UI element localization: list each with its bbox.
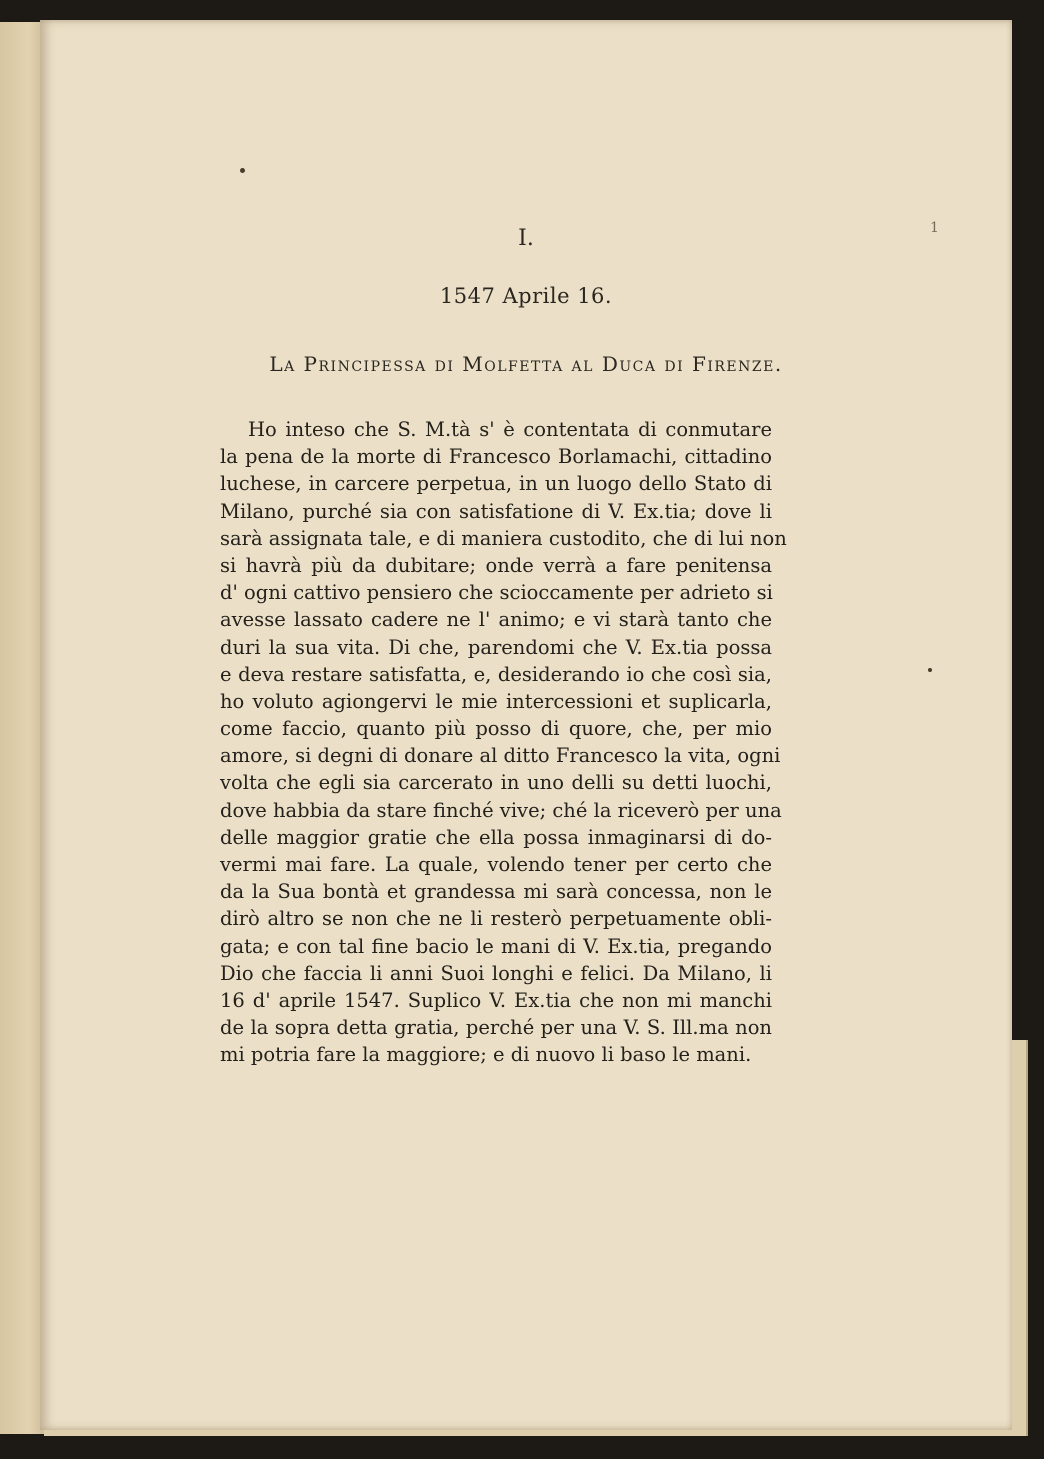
body-line: d' ogni cattivo pensiero che scioccamente per adrieto si: [220, 581, 773, 605]
body-line: dove habbia da stare finché vive; ché la riceverò per una: [220, 798, 782, 822]
book-page: [40, 20, 1012, 1430]
body-line: Ho inteso che S. M.tà s' è contentata di conmutare: [248, 418, 772, 441]
body-line: la pena de la morte di Francesco Borlamachi, cittadino: [220, 445, 772, 469]
letter-date: 1547 Aprile 16.: [439, 284, 613, 308]
body-line: avesse lassato cadere ne l' animo; e vi starà tanto che: [220, 608, 772, 632]
body-line: e deva restare satisfatta, e, desiderando io che così sia,: [220, 662, 772, 686]
body-line: de la sopra detta gratia, perché per una V. S. Ill.ma non: [220, 1016, 772, 1040]
body-line: ho voluto agiongervi le mie intercessioni et suplicarla,: [220, 689, 772, 713]
body-line: amore, si degni di donare al ditto Francesco la vita, ogni: [220, 744, 781, 768]
body-line: gata; e con tal fine bacio le mani di V. Ex.tia, pregando: [220, 934, 772, 958]
body-line: delle maggior gratie che ella possa inmaginarsi di do-: [220, 825, 772, 849]
body-line: da la Sua bontà et grandessa mi sarà concessa, non le: [220, 880, 772, 904]
body-line: vermi mai fare. La quale, volendo tener per certo che: [220, 853, 772, 876]
body-line: volta che egli sia carcerato in uno delli su detti luochi,: [220, 771, 772, 795]
body-line: Milano, purché sia con satisfatione di V. Ex.tia; dove li: [220, 499, 772, 523]
body-line: luchese, in carcere perpetua, in un luogo dello Stato di: [220, 472, 772, 496]
ink-speck: [240, 168, 245, 173]
body-line: come faccio, quanto più posso di quore, che, per mio: [220, 717, 772, 741]
body-line: Dio che faccia li anni Suoi longhi e felici. Da Milano, li: [220, 961, 772, 985]
body-line: dirò altro se non che ne li resterò perpetuamente obli-: [220, 907, 772, 931]
letter-body: [220, 416, 787, 1069]
ink-speck: [928, 668, 932, 672]
body-line: si havrà più da dubitare; onde verrà a fare penitensa: [220, 553, 772, 577]
body-line: sarà assignata tale, e di maniera custodito, che di lui non: [220, 526, 787, 550]
letter-number: I.: [518, 226, 534, 251]
body-line: mi potria fare la maggiore; e di nuovo li baso le mani.: [220, 1043, 752, 1067]
letter-title: La Principessa di Molfetta al Duca di Firenze.: [269, 352, 783, 376]
page-mark: 1: [930, 220, 939, 236]
body-line: 16 d' aprile 1547. Suplico V. Ex.tia che non mi manchi: [220, 988, 772, 1012]
body-line: duri la sua vita. Di che, parendomi che V. Ex.tia possa: [220, 635, 772, 659]
